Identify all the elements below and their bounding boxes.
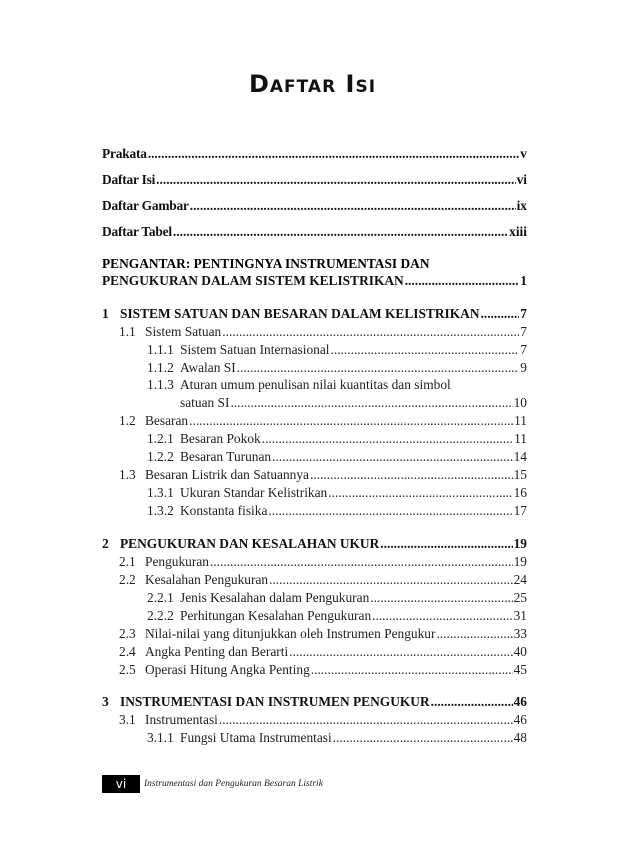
subsection-page: 25 bbox=[513, 590, 527, 605]
dot-leader bbox=[436, 626, 512, 642]
section-page: 46 bbox=[513, 712, 527, 727]
section-number: 1.1 bbox=[119, 324, 136, 339]
chapter-page: 7 bbox=[520, 306, 527, 321]
toc-subsection-continuation[interactable] bbox=[102, 395, 527, 411]
toc-section[interactable] bbox=[102, 324, 527, 340]
dot-leader bbox=[272, 449, 512, 465]
subsection-number: 1.2.2 bbox=[147, 449, 174, 464]
toc-subsection[interactable] bbox=[102, 449, 527, 465]
section-title: Operasi Hitung Angka Penting bbox=[145, 662, 310, 677]
dot-leader bbox=[269, 572, 513, 588]
subsection-title: Besaran Turunan bbox=[180, 449, 272, 464]
subsection-number: 3.1.1 bbox=[147, 730, 174, 745]
toc-subsection[interactable] bbox=[102, 360, 527, 376]
dot-leader bbox=[380, 536, 512, 552]
subsection-title: Aturan umum penulisan nilai kuantitas dan simbol bbox=[180, 377, 451, 392]
dot-leader bbox=[156, 172, 515, 188]
toc-section[interactable] bbox=[102, 554, 527, 570]
section-title: Nilai-nilai yang ditunjukkan oleh Instrumen Pengukur bbox=[145, 626, 436, 641]
subsection-number: 2.2.1 bbox=[147, 590, 174, 605]
chapter-number: 1 bbox=[102, 306, 109, 321]
dot-leader bbox=[148, 146, 520, 162]
subsection-page: 16 bbox=[513, 485, 527, 500]
dot-leader bbox=[431, 694, 513, 710]
section-page: 15 bbox=[513, 467, 527, 482]
section-page: 7 bbox=[520, 324, 527, 339]
section-page: 33 bbox=[513, 626, 527, 641]
toc-entry-page: ix bbox=[516, 198, 527, 213]
toc-pengantar-line1[interactable]: PENGANTAR: PENTINGNYA INSTRUMENTASI DAN bbox=[102, 256, 430, 271]
toc-section[interactable] bbox=[102, 572, 527, 588]
dot-leader bbox=[311, 662, 513, 678]
chapter-number: 3 bbox=[102, 694, 109, 709]
dot-leader bbox=[222, 324, 519, 340]
dot-leader bbox=[328, 485, 512, 501]
subsection-number: 1.3.2 bbox=[147, 503, 174, 518]
subsection-page: 7 bbox=[520, 342, 527, 357]
toc-entry-pengantar[interactable] bbox=[102, 273, 527, 289]
toc-subsection-multiline[interactable] bbox=[147, 377, 451, 393]
toc-section[interactable] bbox=[102, 413, 527, 429]
toc-entry-page: xiii bbox=[509, 224, 527, 239]
chapter-page: 46 bbox=[513, 694, 527, 709]
subsection-number: 1.1.3 bbox=[147, 377, 174, 392]
toc-section[interactable] bbox=[102, 626, 527, 642]
section-number: 1.2 bbox=[119, 413, 136, 428]
toc-entry-page: vi bbox=[516, 172, 527, 187]
subsection-number: 1.3.1 bbox=[147, 485, 174, 500]
subsection-title: Awalan SI bbox=[180, 360, 236, 375]
subsection-page: 17 bbox=[513, 503, 527, 518]
subsection-page: 14 bbox=[513, 449, 527, 464]
section-number: 2.2 bbox=[119, 572, 136, 587]
section-number: 2.1 bbox=[119, 554, 136, 569]
section-number: 3.1 bbox=[119, 712, 136, 727]
dot-leader bbox=[372, 608, 512, 624]
toc-chapter-3[interactable] bbox=[102, 694, 527, 710]
subsection-title: Ukuran Standar Kelistrikan bbox=[180, 485, 328, 500]
subsection-title: Konstanta fisika bbox=[180, 503, 268, 518]
section-title: Pengukuran bbox=[145, 554, 209, 569]
toc-subsection[interactable] bbox=[102, 730, 527, 746]
dot-leader bbox=[173, 224, 508, 240]
dot-leader bbox=[331, 342, 520, 358]
footer-page-number: vi bbox=[102, 775, 140, 793]
dot-leader bbox=[289, 644, 512, 660]
toc-section[interactable] bbox=[102, 662, 527, 678]
section-page: 24 bbox=[513, 572, 527, 587]
subsection-page: 10 bbox=[513, 395, 527, 410]
subsection-title-continued: satuan SI bbox=[180, 395, 230, 410]
toc-subsection[interactable] bbox=[102, 590, 527, 606]
subsection-page: 31 bbox=[513, 608, 527, 623]
section-title: Besaran Listrik dan Satuannya bbox=[145, 467, 309, 482]
page-footer bbox=[102, 775, 323, 793]
dot-leader bbox=[190, 198, 516, 214]
toc-entry-daftar-gambar[interactable] bbox=[102, 198, 527, 216]
section-title: Besaran bbox=[145, 413, 189, 428]
toc-entry-label: Prakata bbox=[102, 146, 147, 161]
toc-entry-label: PENGUKURAN DALAM SISTEM KELISTRIKAN bbox=[102, 273, 404, 288]
dot-leader bbox=[189, 413, 513, 429]
subsection-page: 11 bbox=[514, 431, 527, 446]
dot-leader bbox=[268, 503, 512, 519]
subsection-number: 2.2.2 bbox=[147, 608, 174, 623]
subsection-number: 1.1.1 bbox=[147, 342, 174, 357]
toc-chapter-2[interactable] bbox=[102, 536, 527, 552]
toc-entry-prakata[interactable] bbox=[102, 146, 527, 164]
toc-subsection[interactable] bbox=[102, 608, 527, 624]
subsection-title: Besaran Pokok bbox=[180, 431, 261, 446]
chapter-title: INSTRUMENTASI DAN INSTRUMEN PENGUKUR bbox=[120, 694, 430, 709]
page-title: Daftar Isi bbox=[248, 70, 377, 98]
subsection-title: Fungsi Utama Instrumentasi bbox=[180, 730, 332, 745]
section-title: Kesalahan Pengukuran bbox=[145, 572, 269, 587]
toc-subsection[interactable] bbox=[102, 485, 527, 501]
section-number: 1.3 bbox=[119, 467, 136, 482]
chapter-page: 19 bbox=[513, 536, 527, 551]
dot-leader bbox=[230, 395, 512, 411]
section-number: 2.3 bbox=[119, 626, 136, 641]
toc-subsection[interactable] bbox=[102, 342, 527, 358]
toc-entry-daftar-isi[interactable] bbox=[102, 172, 527, 190]
subsection-title: Sistem Satuan Internasional bbox=[180, 342, 330, 357]
subsection-number: 1.1.2 bbox=[147, 360, 174, 375]
dot-leader bbox=[219, 712, 513, 728]
toc-section[interactable] bbox=[102, 712, 527, 728]
footer-book-title: Instrumentasi dan Pengukuran Besaran Listrik bbox=[144, 779, 323, 789]
chapter-title: PENGUKURAN DAN KESALAHAN UKUR bbox=[120, 536, 380, 551]
subsection-number: 1.2.1 bbox=[147, 431, 174, 446]
subsection-page: 48 bbox=[513, 730, 527, 745]
toc-entry-label: Daftar Gambar bbox=[102, 198, 189, 213]
toc-entry-label: Daftar Tabel bbox=[102, 224, 172, 239]
dot-leader bbox=[481, 306, 520, 322]
section-page: 19 bbox=[513, 554, 527, 569]
dot-leader bbox=[210, 554, 513, 570]
toc-entry-page: v bbox=[520, 146, 527, 161]
toc-section[interactable] bbox=[102, 467, 527, 483]
subsection-title: Jenis Kesalahan dalam Pengukuran bbox=[180, 590, 370, 605]
toc-entry-daftar-tabel[interactable] bbox=[102, 224, 527, 242]
subsection-title: Perhitungan Kesalahan Pengukuran bbox=[180, 608, 372, 623]
chapter-number: 2 bbox=[102, 536, 109, 551]
toc-subsection[interactable] bbox=[102, 503, 527, 519]
section-number: 2.5 bbox=[119, 662, 136, 677]
toc-chapter-1[interactable] bbox=[102, 306, 527, 322]
section-page: 45 bbox=[513, 662, 527, 677]
section-title: Sistem Satuan bbox=[145, 324, 222, 339]
chapter-title: SISTEM SATUAN DAN BESARAN DALAM KELISTRIKAN bbox=[120, 306, 480, 321]
toc-entry-label: Daftar Isi bbox=[102, 172, 156, 187]
section-title: Instrumentasi bbox=[145, 712, 218, 727]
section-title: Angka Penting dan Berarti bbox=[145, 644, 289, 659]
toc-entry-page: 1 bbox=[520, 273, 527, 288]
toc-section[interactable] bbox=[102, 644, 527, 660]
section-number: 2.4 bbox=[119, 644, 136, 659]
dot-leader bbox=[370, 590, 512, 606]
subsection-page: 9 bbox=[520, 360, 527, 375]
dot-leader bbox=[237, 360, 520, 376]
dot-leader bbox=[333, 730, 513, 746]
dot-leader bbox=[310, 467, 513, 483]
dot-leader bbox=[405, 273, 520, 289]
section-page: 40 bbox=[513, 644, 527, 659]
dot-leader bbox=[262, 431, 513, 447]
section-page: 11 bbox=[514, 413, 527, 428]
toc-subsection[interactable] bbox=[102, 431, 527, 447]
